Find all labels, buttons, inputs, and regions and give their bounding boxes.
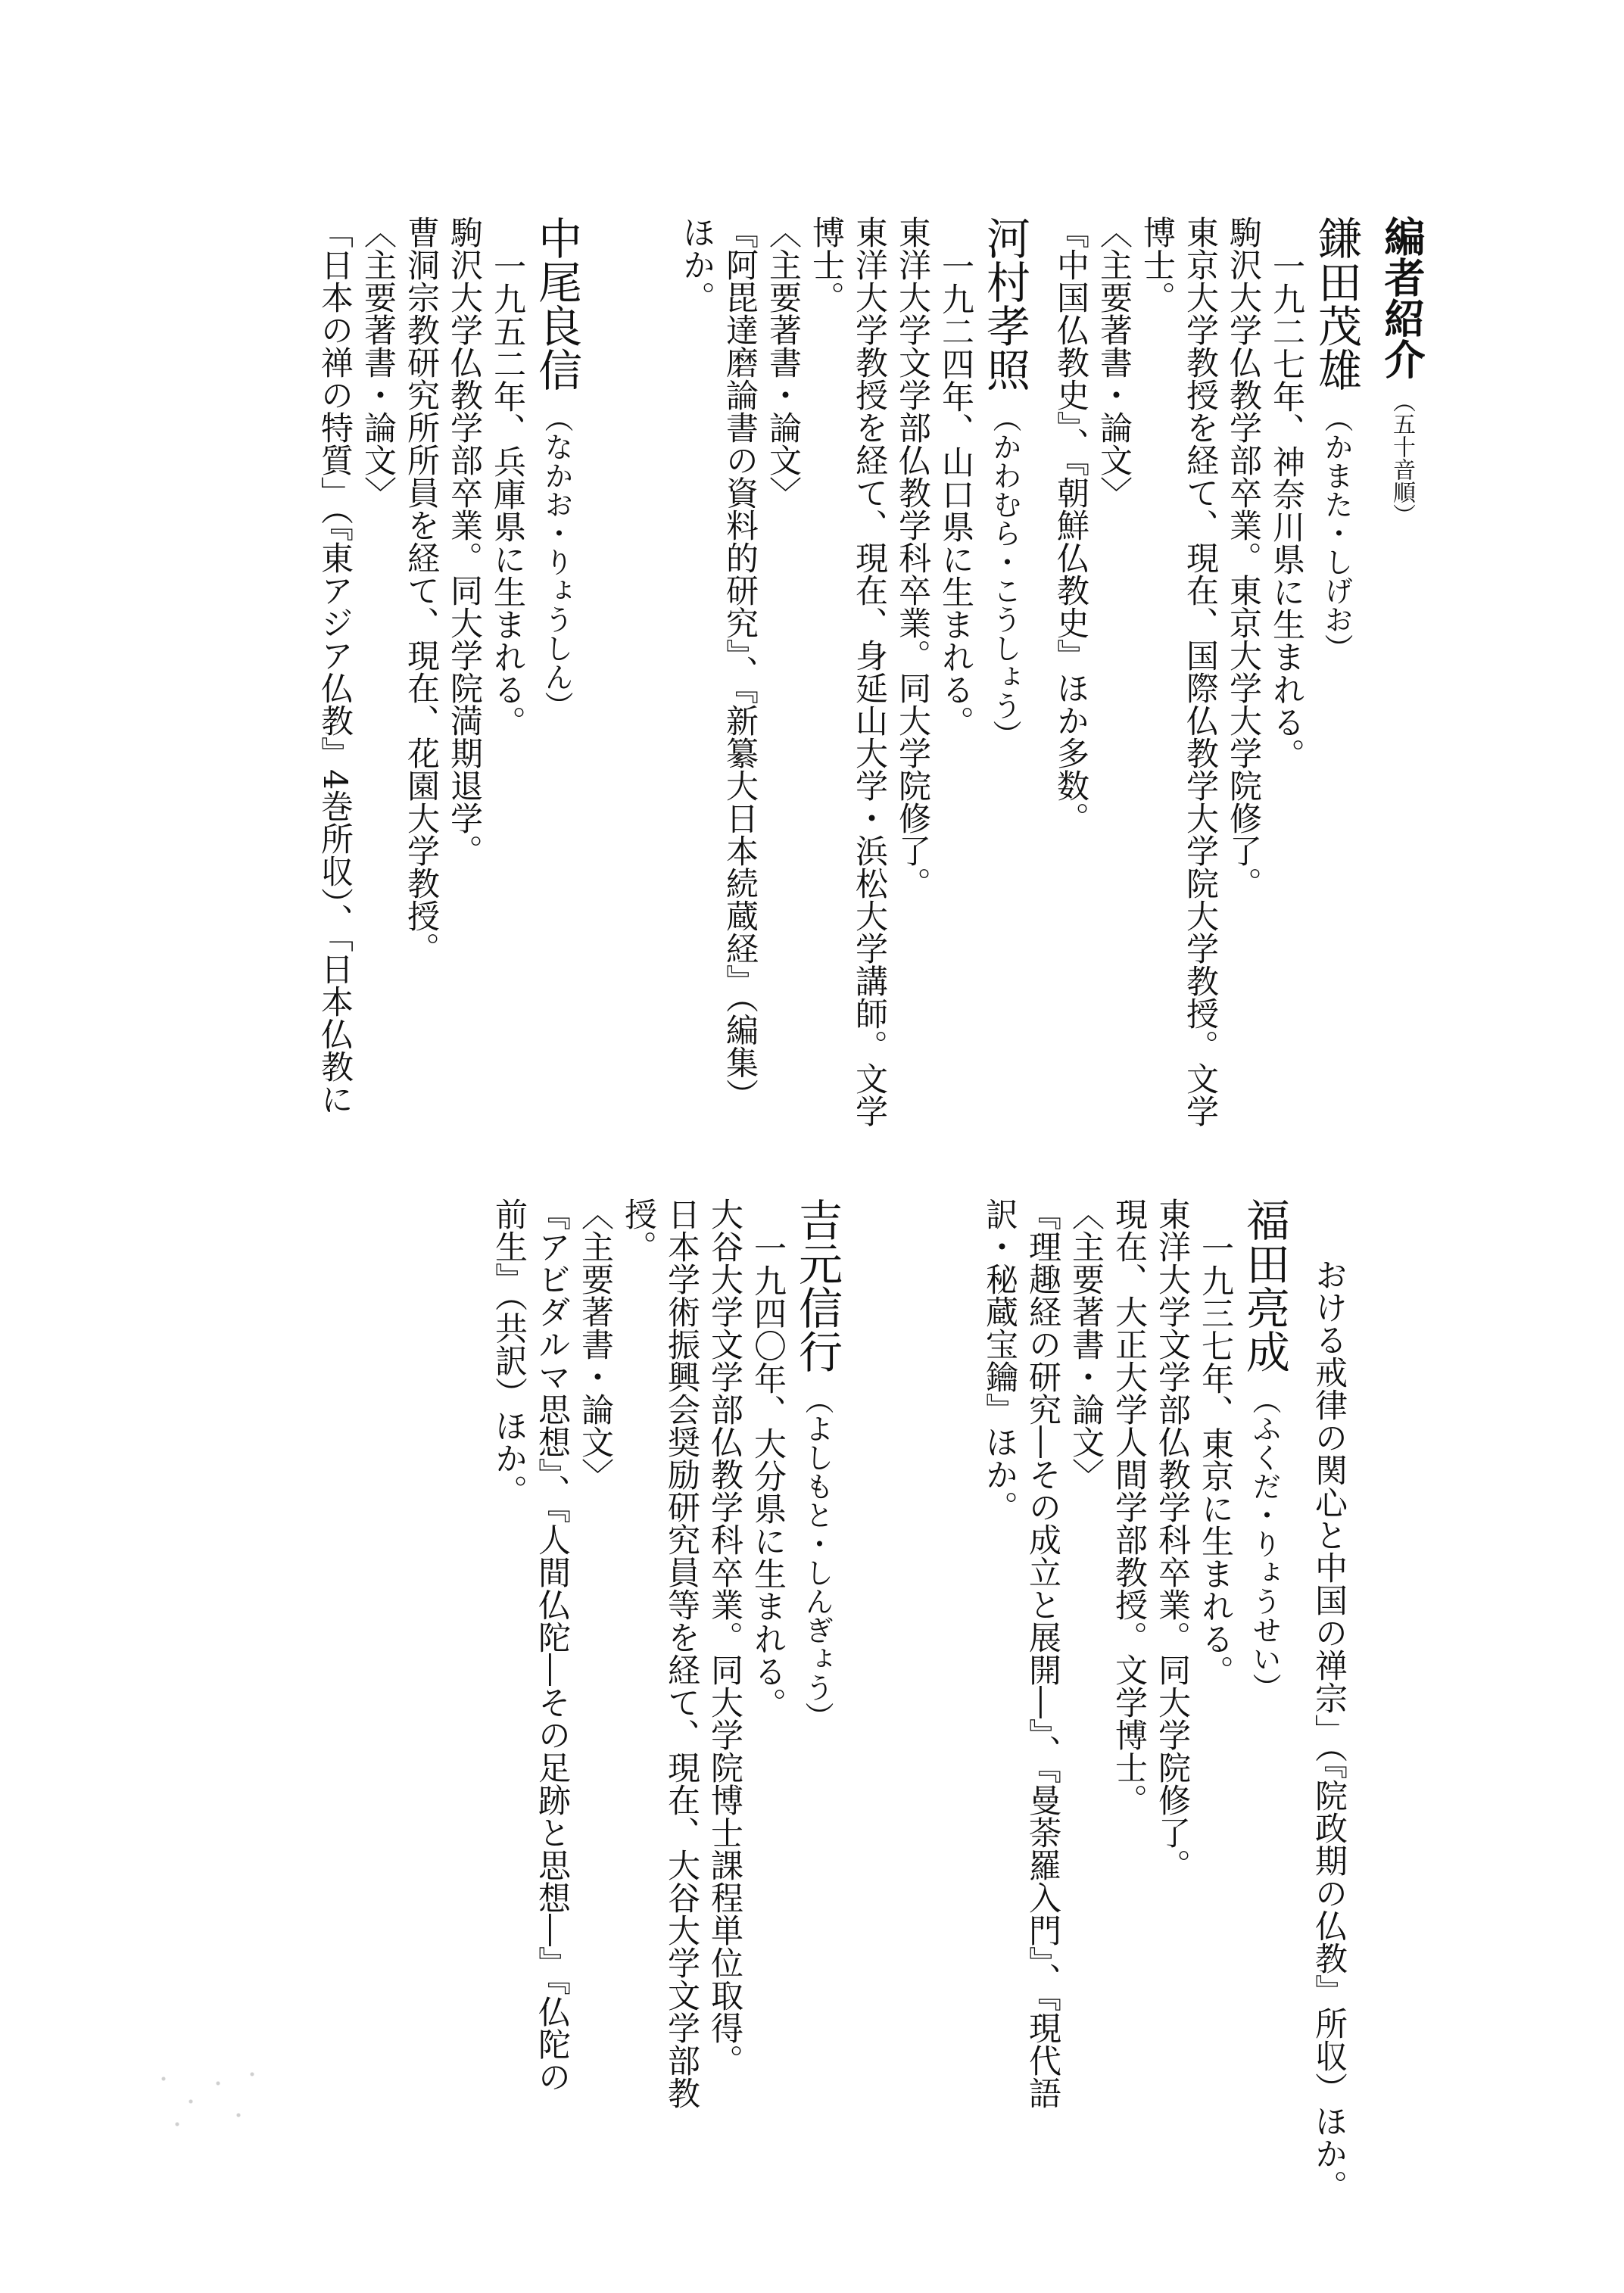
author-name-column <box>979 216 1030 749</box>
bio-line: 東京大学教授を経て、現在、国際仏教学大学院大学教授。文学 <box>1181 216 1219 1127</box>
bio-line: 一九二七年、神奈川県に生まれる。 <box>1267 250 1305 771</box>
bio-line: 博士。 <box>807 216 845 313</box>
page-title: 編者紹介 <box>1378 216 1426 379</box>
author-name: 河村孝照 <box>979 216 1030 391</box>
bio-line: 東洋大学教授を経て、現在、身延山大学・浜松大学講師。文学 <box>850 216 888 1127</box>
works-line: 『理趣経の研究―その成立と展開―』、『曼荼羅入門』、『現代語 <box>1024 1198 1061 2109</box>
works-line: ほか。 <box>678 216 715 313</box>
bio-line: 東洋大学文学部仏教学科卒業。同大学院修了。 <box>1153 1198 1191 1881</box>
bio-line: 日本学術振興会奨励研究員等を経て、現在、大谷大学文学部教 <box>662 1198 700 2109</box>
author-reading: （よしもと・しんぎょう） <box>800 1385 834 1731</box>
works-heading: 〈主要著書・論文〉 <box>576 1198 614 1491</box>
works-heading: 〈主要著書・論文〉 <box>359 216 397 509</box>
scan-speckle <box>136 2052 273 2142</box>
bio-line: 駒沢大学仏教学部卒業。同大学院満期退学。 <box>445 216 483 867</box>
bio-line: 曹洞宗教研究所所員を経て、現在、花園大学教授。 <box>402 216 440 964</box>
bio-line: 授。 <box>619 1198 657 1263</box>
bio-line: 一九二四年、山口県に生まれる。 <box>937 250 974 738</box>
works-line: 『アビダルマ思想』、『人間仏陀―その足跡と思想―』『仏陀の <box>533 1198 571 2093</box>
works-line: 前生』（共訳）ほか。 <box>490 1198 528 1507</box>
author-name: 中尾良信 <box>531 216 582 391</box>
works-heading: 〈主要著書・論文〉 <box>764 216 802 509</box>
ordering-note: （五十音順） <box>1389 390 1415 526</box>
works-line: 『阿毘達磨論書の資料的研究』、『新纂大日本続蔵経』（編集） <box>721 216 759 1111</box>
bio-line: 駒沢大学仏教学部卒業。東京大学大学院修了。 <box>1224 216 1262 899</box>
bio-line: 一九五二年、兵庫県に生まれる。 <box>488 250 526 738</box>
author-name-column <box>1311 216 1362 662</box>
works-heading: 〈主要著書・論文〉 <box>1095 216 1133 509</box>
works-line-continued: おける戒律の関心と中国の禅宗」（『院政期の仏教』所収）ほか。 <box>1310 1258 1348 2202</box>
author-reading: （かまた・しげお） <box>1320 403 1353 662</box>
works-line: 訳・秘蔵宝鑰』ほか。 <box>980 1198 1018 1523</box>
author-name-column <box>531 216 582 720</box>
author-name-column <box>791 1198 843 1731</box>
author-name-column <box>1239 1198 1290 1702</box>
works-heading: 〈主要著書・論文〉 <box>1067 1198 1105 1491</box>
page-title-column <box>1378 216 1426 526</box>
author-name: 福田亮成 <box>1239 1198 1290 1373</box>
author-reading: （かわむら・こうしょう） <box>988 403 1021 749</box>
author-name: 鎌田茂雄 <box>1311 216 1362 391</box>
bio-line: 大谷大学文学部仏教学科卒業。同大学院博士課程単位取得。 <box>706 1198 743 2076</box>
author-reading: （なかお・りょうしん） <box>540 403 573 720</box>
bio-line: 一九三七年、東京に生まれる。 <box>1196 1232 1234 1687</box>
bio-line: 東洋大学文学部仏教学科卒業。同大学院修了。 <box>893 216 931 899</box>
bio-line: 一九四〇年、大分県に生まれる。 <box>749 1232 787 1720</box>
author-name: 吉元信行 <box>791 1198 843 1373</box>
works-line: 「日本の禅の特質」（『東アジア仏教』4巻所収）、「日本仏教に <box>316 216 354 1116</box>
author-reading: （ふくだ・りょうせい） <box>1248 1385 1281 1702</box>
works-line: 『中国仏教史』、『朝鮮仏教史』ほか多数。 <box>1052 216 1089 834</box>
bio-line: 現在、大正大学人間学部教授。文学博士。 <box>1110 1198 1148 1816</box>
bio-line: 博士。 <box>1138 216 1176 313</box>
